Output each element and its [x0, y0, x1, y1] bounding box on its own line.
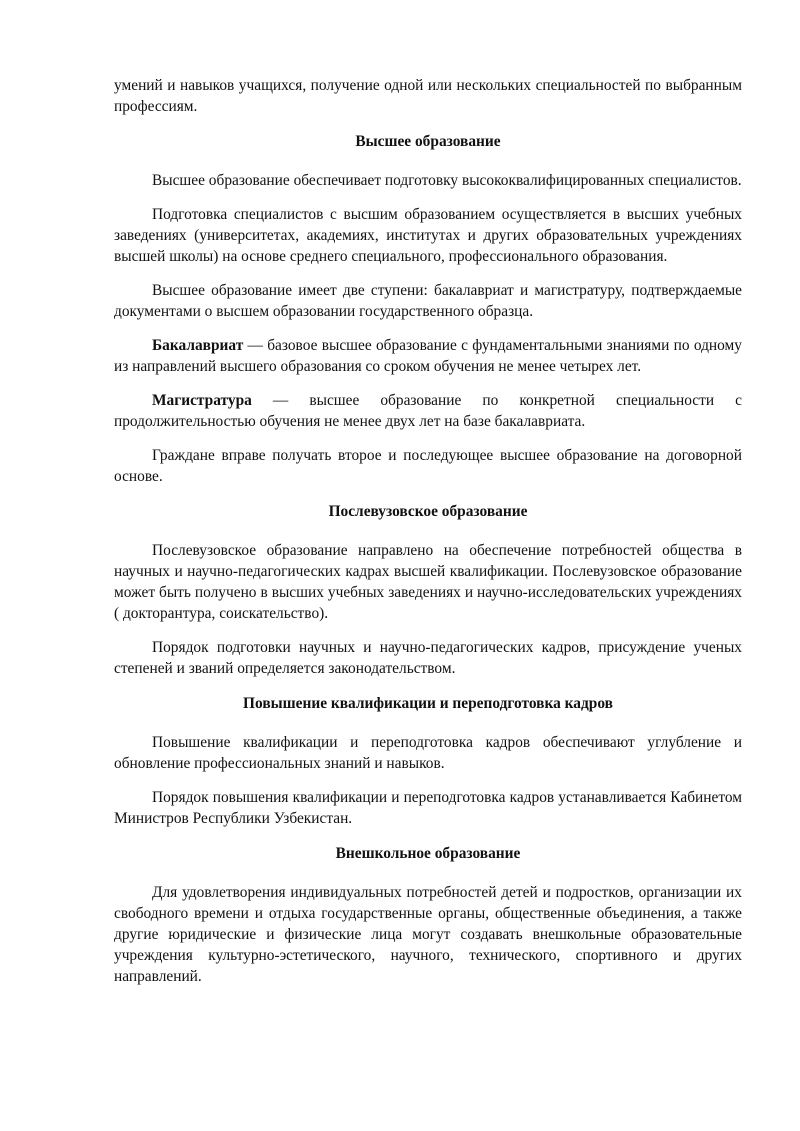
- intro-paragraph: умений и навыков учащихся, получение одной или нескольких специальностей по выбранным профессиям.: [114, 77, 742, 115]
- paragraph: Высшее образование имеет две ступени: бакалавриат и магистратуру, подтверждаемые документами о высшем образовании государственного образца.: [114, 282, 742, 320]
- paragraph: Порядок повышения квалификации и переподготовка кадров устанавливается Кабинетом Министров Республики Узбекистан.: [114, 789, 742, 827]
- document-page: [114, 75, 742, 1000]
- paragraph: Граждане вправе получать второе и последующее высшее образование на договорной основе.: [114, 447, 742, 485]
- section-heading: Послевузовское образование: [328, 503, 528, 520]
- section-higher-education: [114, 131, 742, 487]
- paragraph: Для удовлетворения индивидуальных потребностей детей и подростков, организации их свободного времени и отдыха государственные органы, общественные объединения, а также другие юридические и физические лица могут создавать внешкольные образовательные учреждения культурно-эстетического, научного, технического, спортивного и других направлений.: [114, 884, 742, 985]
- section-professional-development: [114, 693, 742, 829]
- paragraph: Высшее образование обеспечивает подготовку высококвалифицированных специалистов.: [152, 172, 742, 189]
- paragraph: Порядок подготовки научных и научно-педагогических кадров, присуждение ученых степеней и званий определяется законодательством.: [114, 639, 742, 677]
- section-heading: Внешкольное образование: [335, 845, 521, 862]
- term-bachelor: Бакалавриат: [152, 337, 244, 354]
- paragraph-definition: [114, 390, 742, 432]
- definition-text: — базовое высшее образование с фундаментальными знаниями по одному из направлений высшего образования со сроком обучения не менее четырех лет.: [114, 337, 742, 375]
- term-master: Магистратура: [152, 392, 252, 409]
- paragraph: Подготовка специалистов с высшим образованием осуществляется в высших учебных заведениях (университетах, академиях, институтах и других образовательных учреждениях высшей школы) на основе среднего специального, профессионального образования.: [114, 206, 742, 265]
- definition-text: — высшее образование по конкретной специальности с продолжительностью обучения не менее двух лет на базе бакалавриата.: [114, 392, 742, 430]
- section-extracurricular-education: [114, 843, 742, 987]
- section-postgraduate-education: [114, 501, 742, 679]
- paragraph: Послевузовское образование направлено на обеспечение потребностей общества в научных и научно-педагогических кадрах высшей квалификации. Послевузовское образование может быть получено в высших учебных заведениях и научно-исследовательских учреждениях ( докторантура, соискательство).: [114, 542, 742, 622]
- section-heading: Повышение квалификации и переподготовка кадров: [243, 695, 613, 712]
- paragraph: Повышение квалификации и переподготовка кадров обеспечивают углубление и обновление профессиональных знаний и навыков.: [114, 734, 742, 772]
- section-heading: Высшее образование: [355, 133, 501, 150]
- paragraph-definition: [114, 335, 742, 377]
